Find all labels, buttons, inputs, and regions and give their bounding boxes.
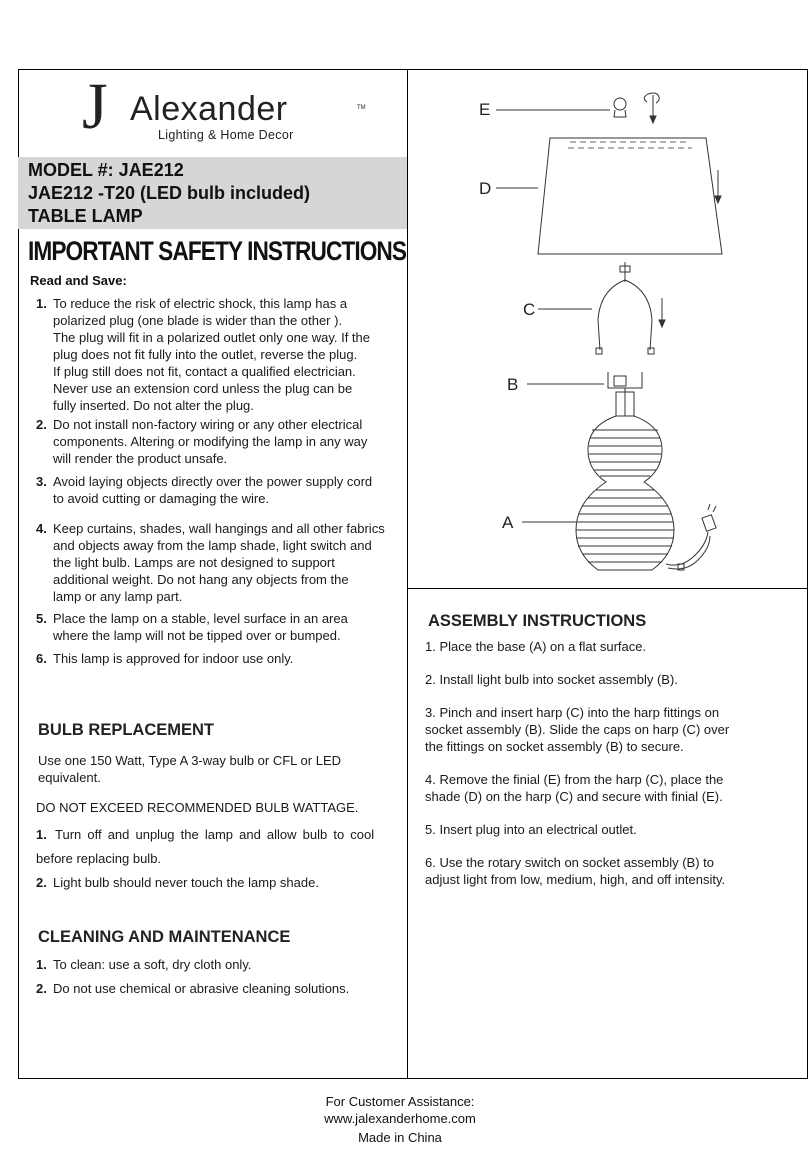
label-shade: D [479,179,492,198]
item-number: 2. [36,417,47,432]
item-text: Do not install non-factory wiring or any other electrical components. Altering or modifying the lamp in any way will render the product unsafe. [53,417,368,466]
harp-icon [596,262,654,354]
assembly-step: 1. Place the base (A) on a flat surface. [425,639,647,654]
assembly-step: 2. Install light bulb into socket assembly (B). [425,672,678,687]
diagram-divider [407,588,808,589]
bulb-item-continued: before replacing bulb. [36,851,162,866]
item-number: 1. [36,827,47,842]
product-type: TABLE LAMP [28,206,143,226]
item-text: Avoid laying objects directly over the power supply cord to avoid cutting or damaging the wire. [53,474,373,506]
assembly-step: 3. Pinch and insert harp (C) into the harp fittings on socket assembly (B). Slide the caps on harp (C) over the fittings on socket assembly (B) to secure. [425,705,730,754]
website-link[interactable]: www.jalexanderhome.com [324,1111,476,1126]
item-text: Light bulb should never touch the lamp shade. [53,875,319,890]
read-save-label: Read and Save: [30,273,127,288]
model-number: MODEL #: JAE212 [28,160,184,180]
item-text: To reduce the risk of electric shock, this lamp has a polarized plug (one blade is wider than the other ). The plug will fit in a polarized outlet only one way. If the plug does not fit fully into the outlet, reverse the plug. If plug still does not fit, contact a qualified electrician. Never use an extension cord unless the plug can be fully inserted. Do not alter the plug. [53,296,370,413]
item-number: 3. [36,474,47,489]
lamp-diagram [410,70,808,588]
logo-tagline: Lighting & Home Decor [158,128,294,142]
assembly-heading: ASSEMBLY INSTRUCTIONS [428,612,647,630]
item-text: To clean: use a soft, dry cloth only. [53,957,252,972]
label-finial: E [479,100,491,119]
item-number: 4. [36,521,47,536]
lamp-base-icon [576,416,674,570]
lamp-shade-icon [538,138,722,254]
item-number: 1. [36,296,47,311]
finial-icon [614,98,626,117]
down-arrow-icon [659,298,665,327]
brand-logo [78,70,378,148]
item-text: Turn off and unplug the lamp and allow bulb to cool [55,827,375,842]
column-divider [407,69,408,1079]
item-text: This lamp is approved for indoor use only. [53,651,294,666]
assembly-step: 6. Use the rotary switch on socket assembly (B) to adjust light from low, medium, high, and off intensity. [425,855,726,887]
label-harp: C [523,300,536,319]
item-number: 5. [36,611,47,626]
item-text: Keep curtains, shades, wall hangings and all other fabrics and objects away from the lamp shade, light switch and the light bulb. Lamps are not designed to support additional weight. Do not hang any objects from the lamp or any lamp part. [53,521,385,604]
bulb-intro: Use one 150 Watt, Type A 3-way bulb or CFL or LED equivalent. [38,753,342,785]
socket-assembly-icon [608,372,642,416]
logo-name: Alexander [130,90,288,128]
cleaning-heading: CLEANING AND MAINTENANCE [38,928,291,946]
logo-letter: J [82,70,108,143]
item-number: 2. [36,875,47,890]
customer-assistance-label: For Customer Assistance: [325,1094,475,1109]
safety-title: IMPORTANT SAFETY INSTRUCTIONS [28,236,407,266]
item-number: 1. [36,957,47,972]
down-arrow-icon [715,170,721,203]
assembly-step: 4. Remove the finial (E) from the harp (C), place the shade (D) on the harp (C) and secure with finial (E). [425,772,724,804]
item-number: 2. [36,981,47,996]
model-banner [18,157,407,229]
label-socket: B [507,375,519,394]
item-number: 6. [36,651,47,666]
model-variant: JAE212 -T20 (LED bulb included) [28,183,311,203]
label-base: A [502,513,514,532]
bulb-warning: DO NOT EXCEED RECOMMENDED BULB WATTAGE. [36,800,359,815]
origin-label: Made in China [358,1130,442,1145]
rotate-arrow-icon [644,93,659,123]
logo-trademark: TM [357,105,366,111]
bulb-heading: BULB REPLACEMENT [38,721,214,739]
assembly-step: 5. Insert plug into an electrical outlet. [425,822,637,837]
item-text: Do not use chemical or abrasive cleaning solutions. [53,981,350,996]
item-text: Place the lamp on a stable, level surface in an area where the lamp will not be tipped over or bumped. [53,611,348,643]
